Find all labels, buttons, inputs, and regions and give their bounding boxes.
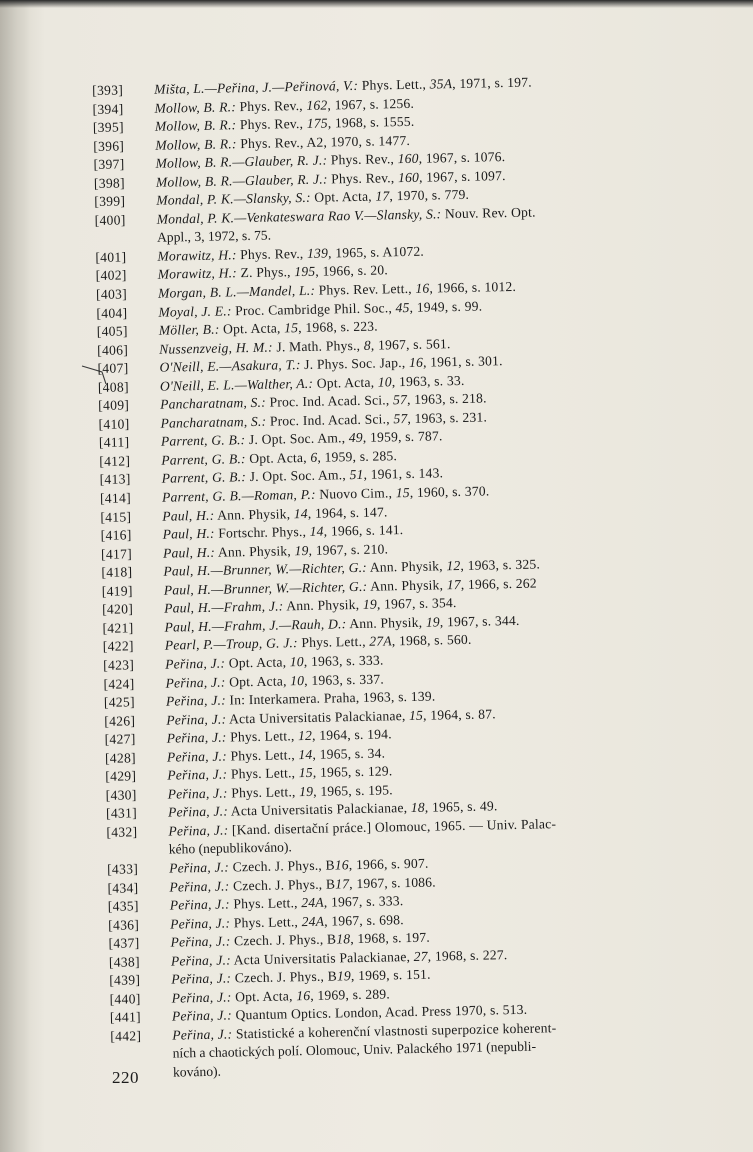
reference-number: [395]: [92, 119, 124, 136]
reference-number: [413]: [99, 471, 131, 488]
reference-author: Peřina, J.:: [171, 1007, 233, 1024]
reference-year-pages: , 1967, s. 1076.: [418, 149, 506, 166]
reference-source: J. Opt. Soc. Am.,: [245, 467, 350, 485]
reference-source: J. Phys. Soc. Jap.,: [300, 355, 410, 373]
reference-year-pages: , 1966, s. 262: [460, 575, 537, 592]
reference-number: [421]: [102, 620, 134, 636]
reference-source: Ann. Physik,: [283, 597, 364, 614]
reference-volume: 15: [298, 765, 313, 781]
reference-year-pages: , 1959, s. 285.: [317, 448, 398, 465]
reference-source: Phys. Lett.,: [226, 728, 299, 745]
reference-number: [419]: [101, 583, 133, 599]
reference-source: Z. Phys.,: [236, 264, 295, 281]
reference-author: Peřina, J.:: [170, 952, 231, 969]
reference-volume: 16: [415, 280, 430, 296]
reference-year-pages: , 1966, s. 141.: [323, 522, 404, 539]
reference-author: Pearl, P.—Troup, G. J.:: [164, 635, 298, 654]
reference-source: Czech. J. Phys., B: [230, 931, 337, 949]
reference-volume: 14: [293, 505, 308, 521]
reference-source: Opt. Acta,: [310, 188, 376, 206]
reference-source: Acta Universitatis Palackianae,: [226, 707, 410, 727]
reference-author: Mišta, L.—Peřina, J.—Peřinová, V.:: [154, 77, 359, 97]
reference-number: [409]: [98, 397, 130, 414]
reference-year-pages: , 1963, s. 333.: [303, 652, 384, 669]
reference-year-pages: , 1949, s. 99.: [409, 298, 483, 315]
book-gutter-shadow: [0, 0, 30, 1152]
reference-number: [432]: [106, 824, 138, 840]
reference-number: [418]: [101, 564, 133, 581]
reference-source: Phys. Rev., A2, 1970, s. 1477.: [236, 132, 411, 151]
reference-year-pages: , 1961, s. 301.: [422, 353, 503, 370]
reference-number: [438]: [108, 953, 140, 970]
reference-number: [393]: [92, 82, 124, 98]
reference-author: Paul, H.:: [162, 507, 215, 524]
reference-author: Paul, H.—Brunner, W.—Richter, G.:: [163, 560, 368, 579]
reference-source: Czech. J. Phys., B: [231, 968, 338, 986]
reference-volume: 24A: [301, 913, 325, 929]
reference-author: Morawitz, H.:: [157, 265, 238, 283]
reference-number: [396]: [93, 138, 125, 154]
reference-list: [92, 70, 731, 1083]
reference-author: Peřina, J.:: [170, 933, 231, 950]
reference-source: Czech. J. Phys., B: [228, 857, 335, 875]
reference-volume: 10: [377, 374, 392, 390]
reference-year-pages: , 1965, s. 129.: [312, 763, 393, 781]
reference-source: Phys. Rev.,: [327, 169, 399, 187]
reference-volume: 19: [362, 596, 378, 613]
reference-year-pages: , 1967, s. 344.: [439, 612, 520, 630]
reference-year-pages: , 1966, s. 1012.: [429, 278, 517, 296]
reference-year-pages: , 1968, s. 197.: [350, 929, 431, 947]
reference-year-pages: , 1964, s. 194.: [311, 726, 392, 744]
reference-source: Phys. Lett.,: [229, 913, 302, 931]
reference-source: J. Opt. Soc. Am.,: [245, 430, 349, 448]
reference-author: Peřina, J.:: [167, 766, 228, 783]
reference-number: [429]: [105, 768, 137, 785]
reference-source: Opt. Acta,: [225, 654, 290, 671]
page-number: 220: [112, 1068, 139, 1087]
reference-number: [402]: [95, 267, 127, 284]
reference-author: Peřina, J.:: [169, 878, 230, 895]
reference-volume: 19: [336, 968, 352, 984]
reference-volume: 17: [446, 576, 461, 593]
reference-number: [412]: [99, 453, 131, 469]
reference-number: [410]: [98, 416, 130, 432]
reference-author: Peřina, J.:: [167, 803, 229, 821]
reference-year-pages: , 1965, s. A1072.: [327, 243, 425, 261]
reference-year-pages: , 1970, s. 779.: [389, 187, 470, 204]
reference-number: [434]: [107, 879, 139, 896]
reference-number: [411]: [98, 434, 130, 451]
reference-author: Mondal, P. K.—Venkateswara Rao V.—Slansky, S.:: [156, 206, 442, 227]
reference-source: Phys. Lett.,: [297, 634, 370, 651]
reference-author: Mollow, B. R.:: [154, 98, 237, 116]
reference-number: [424]: [103, 675, 135, 692]
reference-source: Phys. Rev.,: [236, 115, 307, 133]
reference-year-pages: , 1967, s. 561.: [370, 335, 451, 353]
reference-source: Proc. Cambridge Phil. Soc.,: [231, 299, 396, 318]
reference-number: [401]: [95, 249, 127, 265]
reference-volume: 10: [290, 672, 305, 688]
reference-author: Mondal, P. K.—Slansky, S.:: [156, 190, 311, 209]
reference-volume: 49: [348, 430, 363, 446]
reference-volume: 16: [296, 987, 311, 1004]
reference-author: Moyal, J. E.:: [158, 302, 232, 320]
reference-year-pages: , 1967, s. 333.: [323, 893, 404, 910]
reference-source: Ann. Physik,: [214, 542, 295, 560]
reference-year-pages: , 1967, s. 1097.: [418, 167, 506, 185]
reference-year-pages: , 1960, s. 370.: [409, 483, 490, 501]
reference-volume: 24A: [301, 894, 324, 911]
reference-author: Peřina, J.:: [169, 896, 230, 913]
reference-continuation: Appl., 3, 1972, s. 75.: [156, 227, 272, 246]
reference-volume: 14: [298, 746, 313, 762]
reference-year-pages: , 1967, s. 1256.: [327, 95, 415, 113]
reference-source: Phys. Lett.,: [358, 76, 430, 93]
reference-volume: 45: [395, 299, 410, 315]
reference-source: Opt. Acta,: [219, 320, 285, 337]
reference-year-pages: , 1967, s. 698.: [324, 911, 404, 929]
reference-author: Paul, H.:: [162, 525, 215, 542]
reference-year-pages: , 1968, s. 227.: [427, 946, 508, 964]
reference-volume: 139: [306, 245, 329, 261]
reference-author: Peřina, J.:: [171, 970, 232, 987]
reference-source: Phys. Lett.,: [227, 765, 299, 782]
reference-author: Peřina, J.:: [166, 729, 227, 746]
reference-number: [420]: [101, 601, 134, 618]
reference-author: Parrent, G. B.—Roman, P.:: [161, 486, 316, 505]
reference-year-pages: , 1968, s. 1555.: [327, 113, 415, 131]
reference-volume: 57: [392, 392, 408, 408]
reference-source: Opt. Acta,: [313, 374, 378, 391]
reference-author: Peřina, J.:: [166, 711, 227, 728]
reference-volume: 195: [294, 264, 316, 280]
reference-source: Acta Universitatis Palackianae,: [227, 800, 411, 819]
reference-author: Pancharatnam, S.:: [160, 395, 267, 413]
reference-author: Paul, H.:: [162, 544, 216, 561]
reference-source: Proc. Ind. Acad. Sci.,: [265, 392, 394, 411]
reference-source: Quantum Optics. London, Acad. Press 1970, s. 513.: [231, 1002, 528, 1023]
reference-author: Mollow, B. R.—Glauber, R. J.:: [155, 171, 328, 190]
reference-source: Nouv. Rev. Opt.: [441, 204, 536, 222]
reference-year-pages: , 1969, s. 289.: [310, 986, 391, 1003]
reference-volume: 10: [289, 653, 304, 670]
reference-volume: 16: [334, 857, 349, 873]
reference-number: [408]: [97, 379, 129, 395]
reference-source: Phys. Rev. Lett.,: [314, 280, 416, 298]
reference-number: [439]: [109, 972, 141, 989]
reference-number: [414]: [99, 490, 132, 506]
reference-number: [437]: [108, 935, 140, 951]
reference-year-pages: , 1967, s. 354.: [376, 595, 457, 612]
reference-source: Ann. Physik,: [214, 505, 294, 523]
reference-author: Peřina, J.:: [172, 1026, 233, 1043]
reference-year-pages: , 1968, s. 560.: [391, 632, 472, 649]
reference-volume: 18: [410, 800, 425, 816]
reference-volume: 17: [335, 875, 350, 891]
reference-number: [425]: [103, 694, 136, 710]
reference-source: Statistické a koherenční vlastnosti superpozice koherent-: [232, 1020, 557, 1042]
reference-number: [397]: [93, 156, 125, 173]
reference-volume: 18: [336, 931, 351, 947]
reference-year-pages: , 1964, s. 87.: [422, 705, 496, 723]
reference-year-pages: , 1968, s. 223.: [298, 318, 378, 336]
reference-volume: 8: [363, 337, 371, 353]
reference-volume: 12: [446, 558, 461, 574]
reference-year-pages: , 1964, s. 147.: [307, 503, 388, 521]
reference-volume: 15: [395, 485, 410, 501]
reference-author: Paul, H.—Brunner, W.—Richter, G.:: [163, 578, 368, 598]
reference-source: Ann. Physik,: [366, 558, 447, 576]
reference-source: Opt. Acta,: [231, 988, 297, 1005]
reference-number: [417]: [100, 545, 133, 562]
reference-volume: 35A: [429, 76, 453, 92]
reference-author: Peřina, J.:: [170, 915, 231, 932]
reference-year-pages: , 1967, s. 210.: [308, 541, 389, 558]
reference-source: Fortschr. Phys.,: [214, 524, 310, 541]
reference-author: Peřina, J.:: [165, 674, 226, 691]
reference-year-pages: , 1965, s. 195.: [313, 782, 393, 799]
reference-number: [403]: [95, 286, 128, 302]
reference-author: Paul, H.—Frahm, J.:: [163, 598, 284, 617]
reference-source: Phys. Rev.,: [235, 97, 307, 114]
reference-year-pages: , 1961, s. 143.: [363, 465, 444, 483]
reference-author: Parrent, G. B.:: [161, 469, 247, 487]
reference-source: Phys. Rev.,: [236, 245, 308, 263]
reference-number: [440]: [109, 991, 141, 1007]
reference-source: Proc. Ind. Acad. Sci.,: [266, 411, 394, 429]
reference-author: Möller, B.:: [158, 321, 220, 338]
reference-author: Mollow, B. R.—Glauber, R. J.:: [155, 152, 328, 171]
reference-number: [431]: [105, 805, 138, 822]
reference-year-pages: , 1963, s. 218.: [406, 390, 487, 408]
reference-volume: 57: [393, 410, 408, 427]
reference-volume: 12: [297, 728, 313, 744]
reference-number: [416]: [100, 527, 132, 544]
reference-source: Ann. Physik,: [367, 577, 447, 594]
reference-number: [415]: [100, 508, 132, 525]
reference-volume: 17: [375, 188, 390, 204]
reference-author: Peřina, J.:: [165, 655, 226, 672]
reference-volume: 160: [397, 169, 420, 185]
reference-author: Peřina, J.:: [165, 692, 227, 709]
reference-year-pages: , 1963, s. 33.: [391, 372, 465, 390]
reference-number: [404]: [96, 304, 128, 321]
reference-volume: 51: [349, 467, 364, 483]
reference-volume: 19: [294, 542, 309, 558]
reference-number: [427]: [104, 731, 136, 748]
reference-year-pages: , 1966, s. 907.: [348, 855, 429, 873]
reference-author: Peřina, J.:: [171, 989, 232, 1006]
scan-top-edge: [0, 0, 753, 8]
reference-volume: 162: [306, 97, 328, 113]
reference-volume: 14: [309, 523, 324, 540]
reference-source: Czech. J. Phys., B: [229, 875, 336, 894]
reference-number: [423]: [103, 657, 135, 673]
reference-number: [422]: [102, 638, 134, 655]
reference-volume: 27A: [369, 633, 392, 650]
reference-author: Nussenzveig, H. M.:: [158, 339, 273, 357]
reference-volume: 16: [408, 354, 424, 371]
reference-number: [399]: [94, 193, 126, 210]
reference-year-pages: , 1966, s. 20.: [315, 262, 389, 280]
reference-author: Mollow, B. R.:: [154, 117, 237, 134]
reference-number: [426]: [104, 712, 136, 729]
reference-author: O'Neill, E. L.—Walther, A.:: [159, 375, 314, 394]
reference-volume: 175: [306, 115, 328, 131]
reference-continuation: kováno).: [172, 1063, 222, 1080]
reference-number: [435]: [107, 898, 139, 914]
reference-number: [400]: [94, 212, 126, 228]
reference-source: In: Interkamera. Praha, 1963, s. 139.: [225, 688, 436, 708]
reference-year-pages: , 1963, s. 325.: [460, 556, 541, 574]
reference-source: Ann. Physik,: [346, 614, 426, 632]
reference-number: [407]: [97, 360, 129, 377]
reference-author: Paul, H.—Frahm, J.—Rauh, D.:: [164, 616, 347, 635]
reference-author: Peřina, J.:: [167, 785, 228, 802]
reference-number: [442]: [110, 1028, 142, 1044]
reference-volume: 160: [397, 150, 419, 167]
reference-source: Nuovo Cim.,: [315, 485, 396, 502]
reference-author: Parrent, G. B.:: [160, 432, 246, 450]
reference-author: Peřina, J.:: [168, 822, 229, 839]
reference-source: Phys. Rev.,: [327, 151, 398, 168]
reference-source: Opt. Acta,: [245, 449, 311, 467]
reference-year-pages: , 1969, s. 151.: [350, 966, 431, 984]
reference-number: [398]: [93, 175, 126, 191]
reference-number: [394]: [92, 100, 124, 117]
reference-volume: 15: [408, 707, 424, 723]
reference-source: Opt. Acta,: [225, 672, 291, 690]
reference-number: [436]: [108, 916, 140, 933]
reference-continuation: kého (nepublikováno).: [168, 839, 292, 858]
reference-volume: 6: [310, 449, 318, 465]
reference-author: O'Neill, E.—Asakura, T.:: [159, 357, 301, 375]
reference-volume: 15: [284, 320, 299, 336]
reference-source: [Kand. disertační práce.] Olomouc, 1965. — Univ. Palac-: [228, 816, 557, 838]
reference-volume: 19: [299, 783, 314, 799]
reference-volume: 19: [425, 614, 440, 630]
reference-number: [406]: [97, 342, 129, 358]
reference-year-pages: , 1963, s. 337.: [304, 671, 384, 688]
reference-continuation: ních a chaotických polí. Olomouc, Univ. Palackého 1971 (nepubli-: [172, 1039, 537, 1062]
reference-year-pages: , 1965, s. 34.: [312, 745, 386, 762]
reference-number: [430]: [105, 787, 137, 803]
reference-volume: 27: [413, 948, 428, 964]
reference-author: Peřina, J.:: [166, 748, 228, 765]
reference-source: Phys. Lett.,: [226, 746, 299, 764]
reference-source: J. Math. Phys.,: [272, 337, 364, 355]
reference-author: Mollow, B. R.:: [155, 135, 237, 153]
reference-author: Peřina, J.:: [168, 859, 230, 876]
reference-number: [433]: [106, 861, 139, 877]
reference-year-pages: , 1967, s. 1086.: [349, 874, 436, 891]
reference-number: [428]: [104, 749, 137, 766]
reference-year-pages: , 1965, s. 49.: [424, 798, 498, 816]
reference-author: Pancharatnam, S.:: [160, 413, 267, 431]
reference-source: Phys. Lett.,: [229, 895, 302, 912]
reference-source: Acta Universitatis Palackianae,: [230, 948, 414, 968]
reference-year-pages: , 1963, s. 231.: [407, 409, 488, 426]
reference-author: Parrent, G. B.:: [161, 451, 246, 468]
reference-source: Phys. Lett.,: [227, 783, 300, 801]
reference-author: Morawitz, H.:: [157, 247, 237, 264]
reference-year-pages: , 1959, s. 787.: [362, 428, 443, 446]
reference-number: [441]: [109, 1009, 142, 1026]
reference-year-pages: , 1971, s. 197.: [452, 74, 532, 92]
reference-number: [405]: [96, 323, 128, 340]
reference-author: Morgan, B. L.—Mandel, L.:: [157, 282, 316, 301]
